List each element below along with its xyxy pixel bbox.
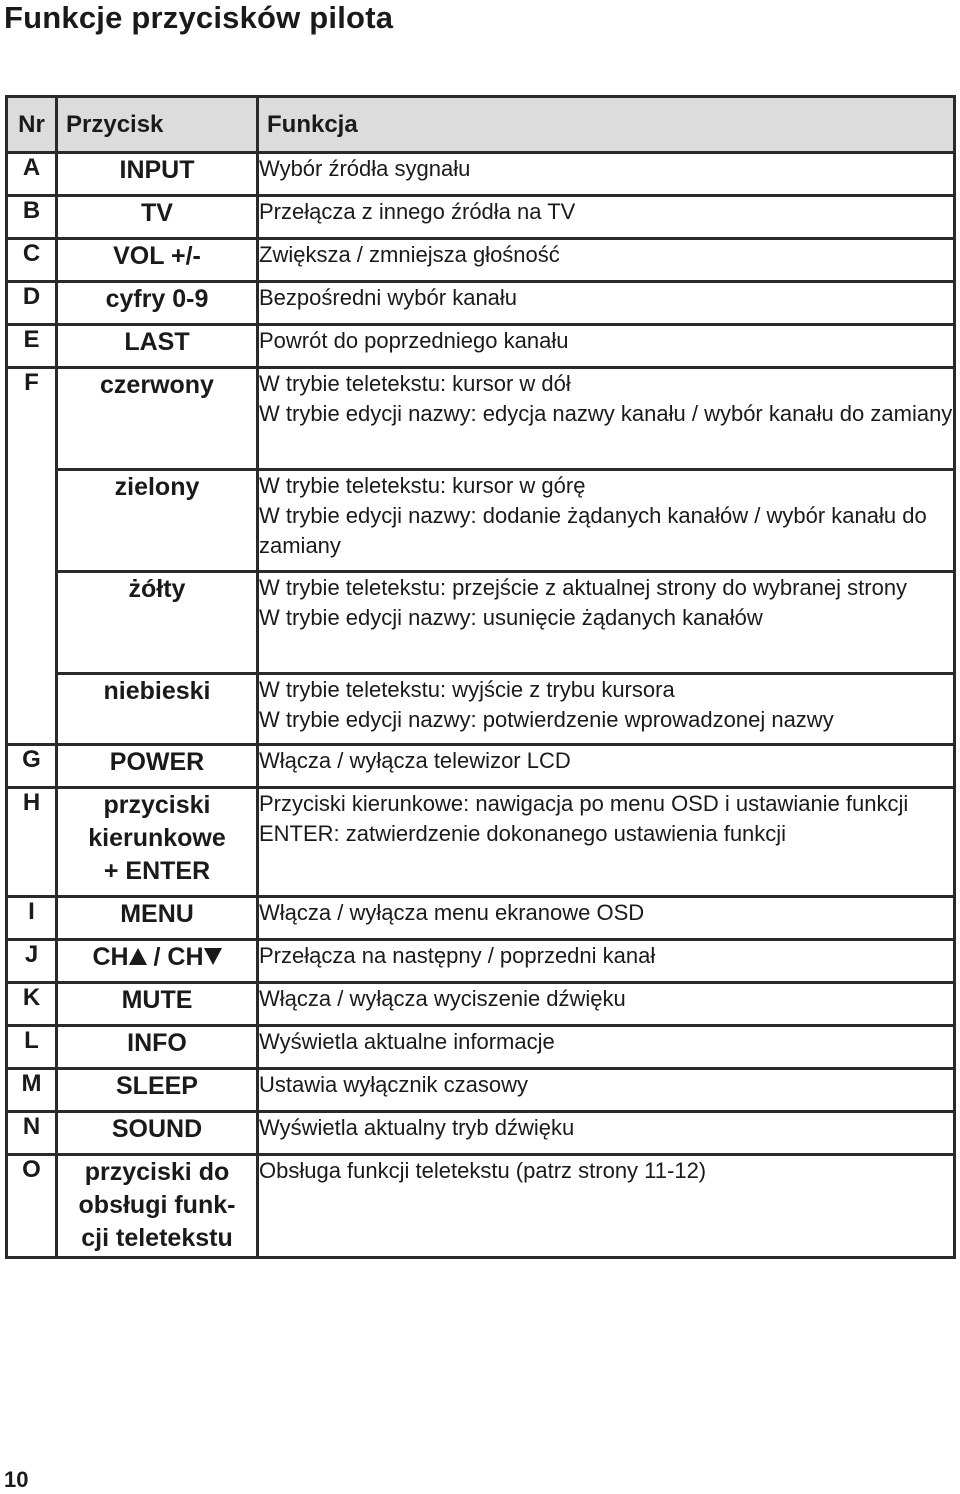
- function-line: Włącza / wyłącza menu ekranowe OSD: [259, 900, 645, 925]
- row-button: SOUND: [57, 1112, 258, 1155]
- table-row: [7, 325, 955, 368]
- function-line: Wyświetla aktualne informacje: [259, 1029, 555, 1054]
- function-line: Wyświetla aktualny tryb dźwięku: [259, 1115, 575, 1140]
- button-line: przyciski: [103, 791, 211, 819]
- function-line: W trybie edycji nazwy: edycja nazwy kanału / wybór kanału do zamiany: [259, 401, 953, 426]
- table-row: [7, 239, 955, 282]
- row-button: cyfry 0-9: [57, 282, 258, 325]
- row-nr: J: [7, 940, 57, 983]
- row-button: [57, 940, 258, 983]
- row-button: LAST: [57, 325, 258, 368]
- row-nr: O: [7, 1155, 57, 1258]
- row-nr: A: [7, 153, 57, 196]
- function-line: Powrót do poprzedniego kanału: [259, 328, 569, 353]
- row-function: [258, 239, 955, 282]
- button-line: obsługi funk-: [78, 1191, 236, 1219]
- row-function: [258, 470, 955, 572]
- function-line: Przyciski kierunkowe: nawigacja po menu OSD i ustawianie funkcji: [259, 791, 909, 816]
- row-nr: I: [7, 897, 57, 940]
- header-function: Funkcja: [258, 97, 955, 153]
- row-button: INFO: [57, 1026, 258, 1069]
- row-nr: C: [7, 239, 57, 282]
- table-row: [7, 470, 955, 572]
- row-function: [258, 196, 955, 239]
- row-function: [258, 368, 955, 470]
- row-nr: K: [7, 983, 57, 1026]
- function-line: Przełącza na następny / poprzedni kanał: [259, 943, 656, 968]
- table-row: [7, 897, 955, 940]
- row-button: [57, 1155, 258, 1258]
- row-button: żółty: [57, 572, 258, 674]
- table-row: [7, 1155, 955, 1258]
- function-line: W trybie teletekstu: kursor w górę: [259, 473, 586, 498]
- function-line: W trybie edycji nazwy: potwierdzenie wprowadzonej nazwy: [259, 707, 834, 732]
- button-line: kierunkowe: [88, 824, 226, 852]
- row-button: SLEEP: [57, 1069, 258, 1112]
- row-button: MUTE: [57, 983, 258, 1026]
- row-function: [258, 674, 955, 745]
- button-line: cji teletekstu: [81, 1224, 233, 1252]
- table-header-row: [7, 97, 955, 153]
- button-part: / CH: [146, 943, 204, 971]
- header-nr: Nr: [7, 97, 57, 153]
- function-line: ENTER: zatwierdzenie dokonanego ustawienia funkcji: [259, 821, 787, 846]
- table-row: [7, 282, 955, 325]
- row-button: VOL +/-: [57, 239, 258, 282]
- header-button: Przycisk: [57, 97, 258, 153]
- row-function: [258, 1112, 955, 1155]
- table-row: [7, 1026, 955, 1069]
- row-nr: M: [7, 1069, 57, 1112]
- row-function: [258, 153, 955, 196]
- function-line: W trybie teletekstu: wyjście z trybu kursora: [259, 677, 675, 702]
- function-line: Ustawia wyłącznik czasowy: [259, 1072, 528, 1097]
- function-line: Włącza / wyłącza telewizor LCD: [259, 748, 571, 773]
- table-row: [7, 1112, 955, 1155]
- table-row: [7, 983, 955, 1026]
- row-function: [258, 572, 955, 674]
- row-nr: G: [7, 745, 57, 788]
- table-row: [7, 674, 955, 745]
- row-function: [258, 325, 955, 368]
- row-function: [258, 745, 955, 788]
- row-function: [258, 897, 955, 940]
- row-function: [258, 282, 955, 325]
- row-nr: B: [7, 196, 57, 239]
- row-function: [258, 983, 955, 1026]
- row-button: czerwony: [57, 368, 258, 470]
- table-row: [7, 153, 955, 196]
- row-button: INPUT: [57, 153, 258, 196]
- row-nr: F: [7, 368, 57, 745]
- row-nr: H: [7, 788, 57, 897]
- table-row: [7, 196, 955, 239]
- function-line: Włącza / wyłącza wyciszenie dźwięku: [259, 986, 626, 1011]
- table-row: [7, 745, 955, 788]
- row-nr: E: [7, 325, 57, 368]
- table-row: [7, 1069, 955, 1112]
- function-line: Zwiększa / zmniejsza głośność: [259, 242, 560, 267]
- table-row: [7, 572, 955, 674]
- remote-functions-table: [5, 95, 956, 1259]
- function-line: W trybie edycji nazwy: dodanie żądanych kanałów / wybór kanału do zamiany: [259, 503, 927, 558]
- button-line: + ENTER: [103, 857, 211, 885]
- row-button: [57, 788, 258, 897]
- button-part: CH: [92, 943, 129, 971]
- row-button: TV: [57, 196, 258, 239]
- triangle-down-icon: [204, 948, 222, 965]
- row-function: [258, 1026, 955, 1069]
- row-button: niebieski: [57, 674, 258, 745]
- function-line: W trybie edycji nazwy: usunięcie żądanych kanałów: [259, 605, 763, 630]
- row-nr: L: [7, 1026, 57, 1069]
- triangle-up-icon: [129, 948, 147, 965]
- row-nr: N: [7, 1112, 57, 1155]
- row-nr: D: [7, 282, 57, 325]
- page-number: 10: [4, 1467, 29, 1492]
- function-line: Przełącza z innego źródła na TV: [259, 199, 576, 224]
- function-line: Bezpośredni wybór kanału: [259, 285, 518, 310]
- table-row: [7, 940, 955, 983]
- page-title: Funkcje przycisków pilota: [4, 0, 394, 35]
- button-line: przyciski do: [84, 1158, 230, 1186]
- function-line: W trybie teletekstu: kursor w dół: [259, 371, 571, 396]
- row-function: [258, 1069, 955, 1112]
- row-function: [258, 940, 955, 983]
- function-line: Obsługa funkcji teletekstu (patrz strony 11-12): [259, 1158, 707, 1183]
- row-function: [258, 1155, 955, 1258]
- row-button: zielony: [57, 470, 258, 572]
- function-line: W trybie teletekstu: przejście z aktualnej strony do wybranej strony: [259, 575, 908, 600]
- row-button: POWER: [57, 745, 258, 788]
- row-button: MENU: [57, 897, 258, 940]
- table-row: [7, 368, 955, 470]
- row-function: [258, 788, 955, 897]
- function-line: Wybór źródła sygnału: [259, 156, 471, 181]
- table-row: [7, 788, 955, 897]
